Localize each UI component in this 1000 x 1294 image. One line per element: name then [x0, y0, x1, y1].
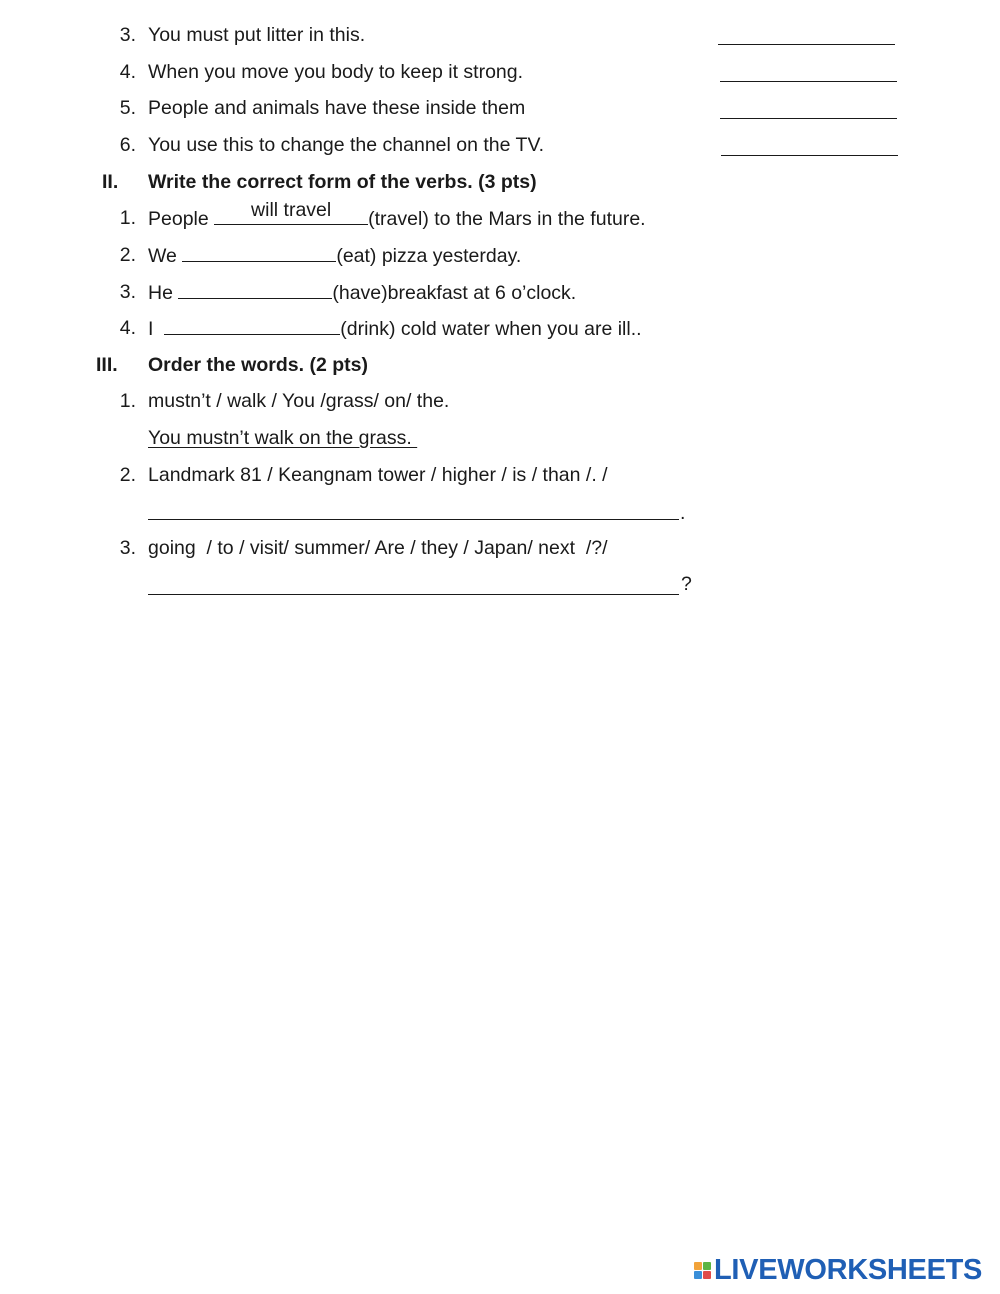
sentence-end: (travel) to the Mars in the future.	[368, 208, 646, 230]
verb-sentence	[148, 316, 642, 341]
verb-sentence	[148, 280, 576, 305]
verb-sentence	[148, 199, 646, 231]
word-prompt: Landmark 81 / Keangnam tower / higher / is / than /. /	[148, 464, 608, 486]
answer-input[interactable]	[718, 43, 895, 45]
answer-input[interactable]	[721, 154, 898, 156]
item-number: 1.	[119, 207, 136, 229]
section-title: Write the correct form of the verbs. (3 pts)	[148, 171, 537, 193]
word-prompt: mustn’t / walk / You /grass/ on/ the.	[148, 390, 450, 412]
item-number: 3.	[119, 24, 136, 46]
item-number: 4.	[119, 317, 136, 339]
sentence-start: People	[148, 208, 215, 230]
section-numeral: III.	[96, 354, 118, 376]
verb-answer-input[interactable]	[214, 199, 368, 225]
order-answer-input[interactable]	[148, 519, 679, 520]
item-number: 5.	[119, 97, 136, 119]
order-answer-input[interactable]	[148, 594, 679, 595]
sentence-end: (drink) cold water when you are ill..	[340, 318, 642, 340]
section-numeral: II.	[102, 171, 119, 193]
sentence-end: (have)breakfast at 6 o’clock.	[332, 282, 577, 304]
verb-answer-input[interactable]	[178, 280, 332, 299]
sentence-start: I	[148, 318, 165, 340]
item-number: 4.	[119, 61, 136, 83]
item-number: 3.	[119, 537, 136, 559]
item-number: 6.	[119, 134, 136, 156]
verb-answer-input[interactable]	[164, 316, 340, 335]
logo-mark-icon	[694, 1262, 711, 1279]
item-text: When you move you body to keep it strong.	[148, 61, 524, 83]
item-text: People and animals have these inside them	[148, 97, 526, 119]
answer-input[interactable]	[720, 80, 897, 82]
item-text: You use this to change the channel on the TV.	[148, 134, 545, 156]
logo-text: LIVEWORKSHEETS	[714, 1254, 983, 1286]
item-number: 2.	[119, 464, 136, 486]
item-number: 1.	[119, 390, 136, 412]
section-title: Order the words. (2 pts)	[148, 354, 368, 376]
item-number: 2.	[119, 244, 136, 266]
word-prompt: going / to / visit/ summer/ Are / they / Japan/ next /?/	[148, 537, 608, 559]
answer-text: will travel	[251, 199, 332, 221]
item-text: You must put litter in this.	[148, 24, 366, 46]
verb-answer-input[interactable]	[182, 243, 336, 262]
sentence-start: He	[148, 282, 179, 304]
item-number: 3.	[119, 281, 136, 303]
sentence-start: We	[148, 245, 183, 267]
end-mark: .	[680, 502, 686, 524]
answer-input[interactable]	[720, 117, 897, 119]
liveworksheets-logo	[694, 1254, 982, 1287]
sentence-end: (eat) pizza yesterday.	[336, 245, 522, 267]
verb-sentence	[148, 243, 521, 268]
order-answer-input[interactable]: You mustn’t walk on the grass.	[148, 427, 418, 449]
end-mark: ?	[681, 573, 692, 595]
